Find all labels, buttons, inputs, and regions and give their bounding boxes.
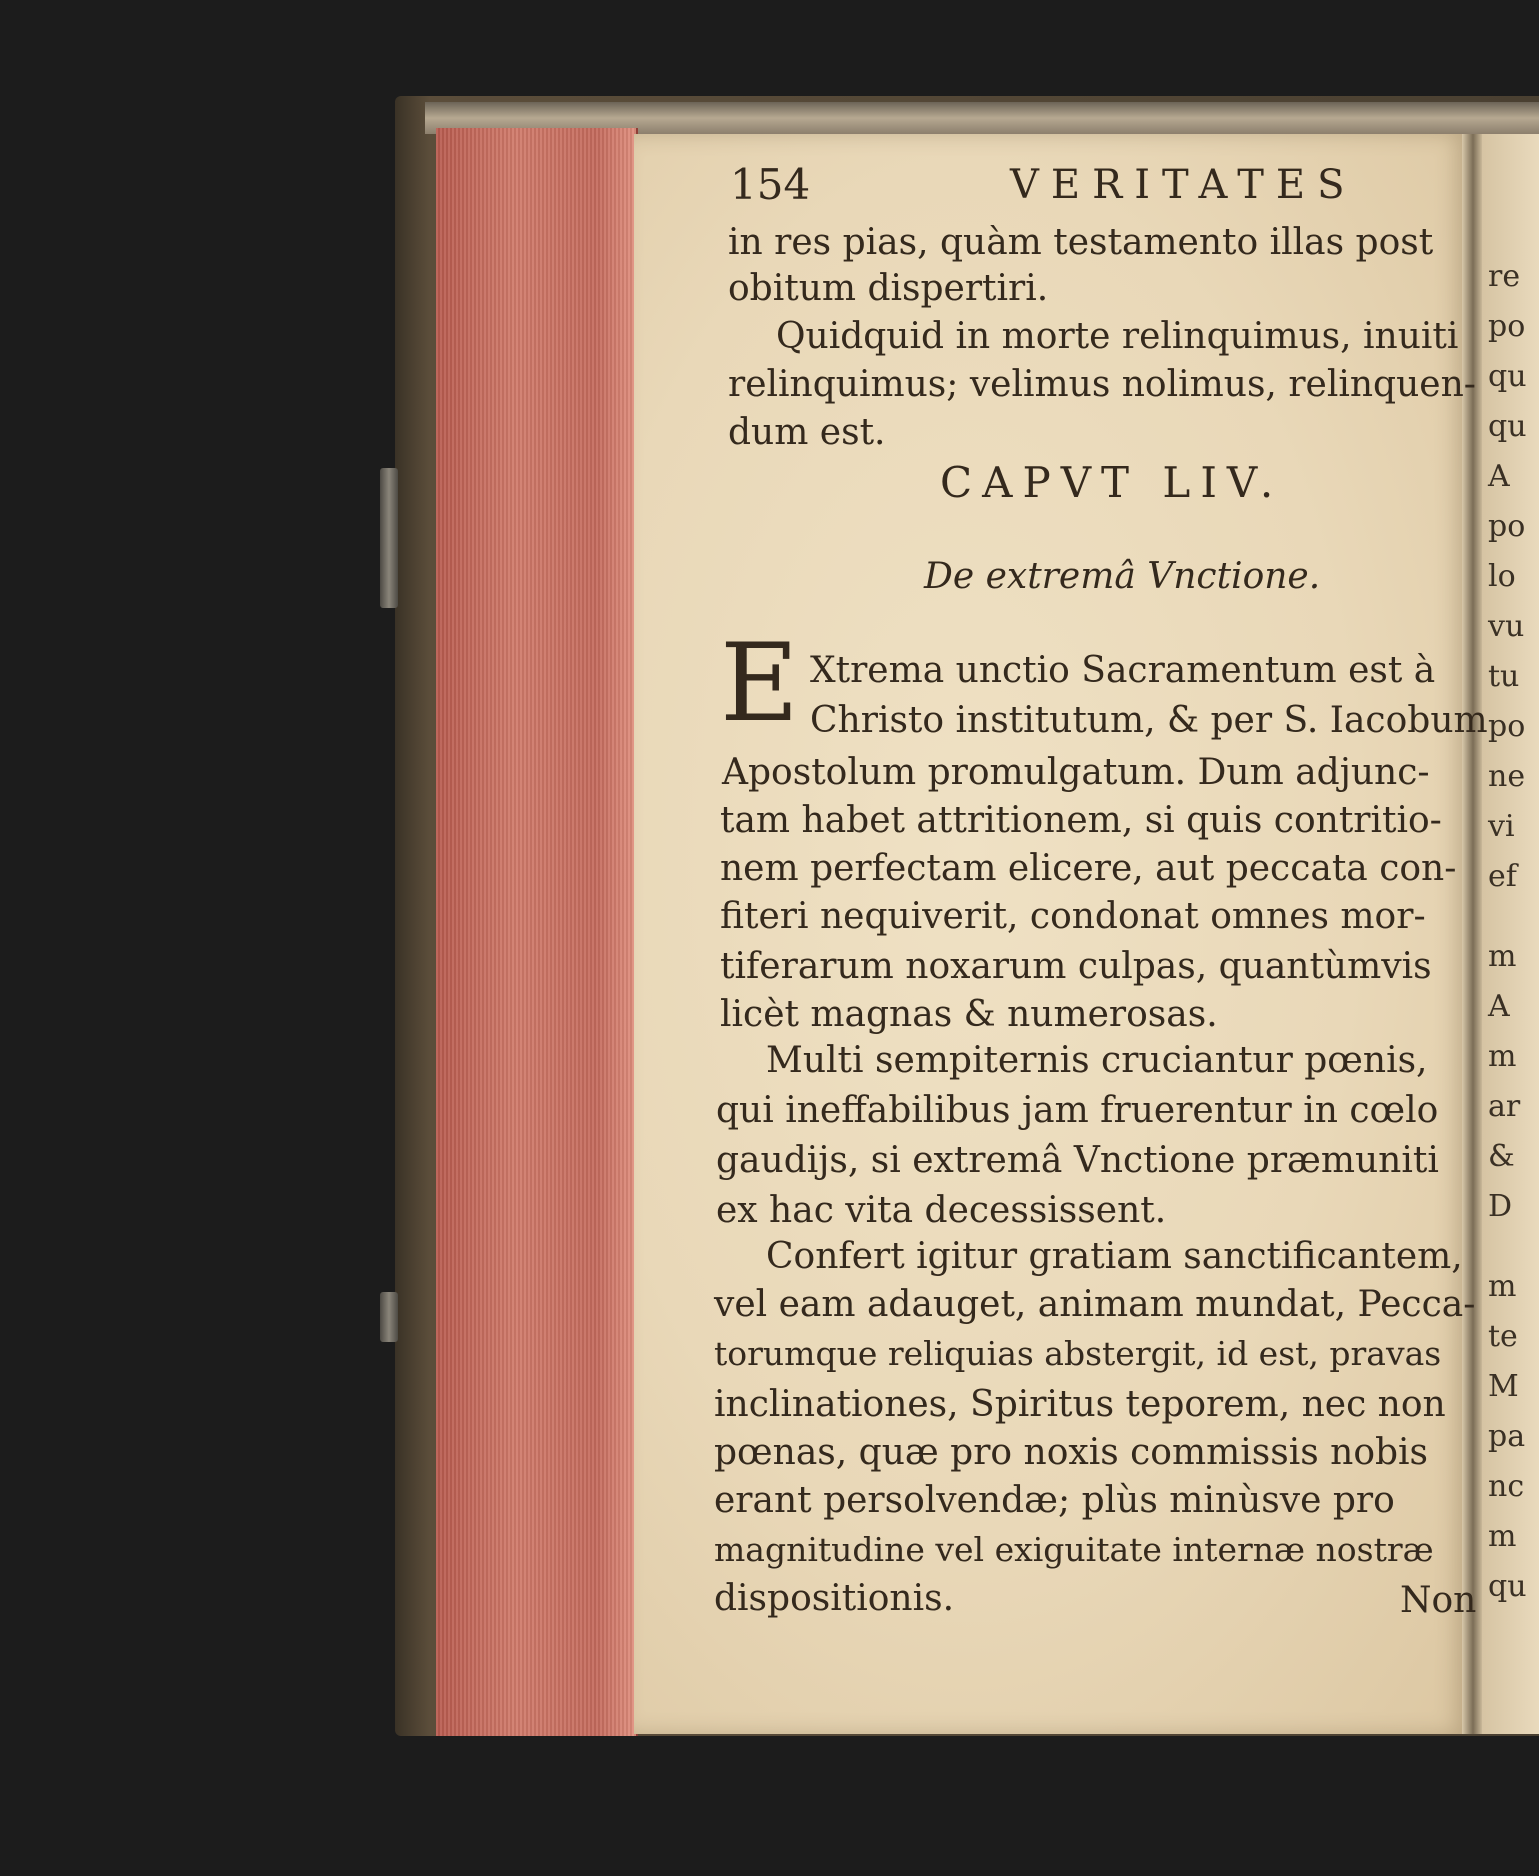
clasp-lower (380, 1292, 398, 1342)
facing-page-fragment: po (1488, 509, 1526, 544)
running-head: VERITATES (1010, 162, 1357, 208)
text-line: Christo institutum, & per S. Iacobum (810, 700, 1488, 741)
text-line: qui ineffabilibus jam fruerentur in cœlo (716, 1090, 1439, 1131)
facing-page-fragment: A (1488, 459, 1510, 494)
text-line: magnitudine vel exiguitate internæ nostræ (714, 1530, 1434, 1569)
facing-page-fragment: lo (1488, 559, 1516, 594)
facing-page-fragment: ef (1488, 859, 1517, 894)
text-line: erant persolvendæ; plùs minùsve pro (714, 1480, 1395, 1521)
text-line: fiteri nequiverit, condonat omnes mor- (720, 896, 1426, 937)
facing-page-fragment: ar (1488, 1089, 1521, 1124)
text-line: gaudijs, si extremâ Vnctione præmuniti (716, 1140, 1439, 1181)
text-line: obitum dispertiri. (728, 268, 1049, 309)
facing-page-fragment: te (1488, 1319, 1518, 1354)
facing-page-fragment: qu (1488, 1569, 1527, 1604)
page-number: 154 (730, 160, 811, 209)
facing-page-fragment: qu (1488, 409, 1527, 444)
facing-page-fragment: tu (1488, 659, 1520, 694)
text-line: dispositionis. (714, 1578, 955, 1619)
facing-page-fragment: m (1488, 939, 1517, 974)
facing-page-fragment: vu (1488, 609, 1525, 644)
text-line: ex hac vita decessissent. (716, 1190, 1167, 1231)
text-line: inclinationes, Spiritus teporem, nec non (714, 1384, 1446, 1425)
chapter-title: CAPVT LIV. (940, 458, 1284, 507)
facing-page-fragment: m (1488, 1039, 1517, 1074)
text-line: vel eam adauget, animam mundat, Pecca- (714, 1284, 1476, 1325)
text-line: Multi sempiternis cruciantur pœnis, (766, 1040, 1428, 1081)
text-line: tam habet attritionem, si quis contritio- (720, 800, 1442, 841)
chapter-subtitle: De extremâ Vnctione. (924, 556, 1321, 597)
text-line: licèt magnas & numerosas. (720, 994, 1218, 1035)
facing-page-fragment: pa (1488, 1419, 1526, 1454)
facing-page-fragment: vi (1488, 809, 1515, 844)
text-line: in res pias, quàm testamento illas post (728, 222, 1434, 263)
text-line: pœnas, quæ pro noxis commissis nobis (714, 1432, 1429, 1473)
catchword: Non (1400, 1580, 1477, 1621)
facing-page-fragment: po (1488, 309, 1526, 344)
facing-page-fragment: qu (1488, 359, 1527, 394)
text-line: Xtrema unctio Sacramentum est à (810, 650, 1436, 691)
facing-page-fragment: D (1488, 1189, 1513, 1224)
text-line: torumque reliquias abstergit, id est, pravas (714, 1334, 1442, 1373)
facing-page-fragment: m (1488, 1519, 1517, 1554)
text-line: Apostolum promulgatum. Dum adjunc- (722, 752, 1430, 793)
drop-cap: E (720, 621, 799, 746)
facing-page-fragment: A (1488, 989, 1510, 1024)
facing-page-fragment: po (1488, 709, 1526, 744)
red-page-edges (436, 128, 638, 1736)
right-page-edge (1482, 134, 1539, 1734)
facing-page-fragment: M (1488, 1369, 1519, 1404)
text-line: tiferarum noxarum culpas, quantùmvis (720, 946, 1432, 987)
facing-page-fragment: & (1488, 1139, 1515, 1174)
text-line: nem perfectam elicere, aut peccata con- (720, 848, 1457, 889)
facing-page-fragment: ne (1488, 759, 1526, 794)
text-line: Confert igitur gratiam sanctificantem, (766, 1236, 1463, 1277)
facing-page-fragment: re (1488, 259, 1521, 294)
facing-page-fragment: m (1488, 1269, 1517, 1304)
facing-page-fragment: nc (1488, 1469, 1525, 1504)
text-line: relinquimus; velimus nolimus, relinquen- (728, 364, 1476, 405)
text-line: dum est. (728, 412, 886, 453)
text-line: Quidquid in morte relinquimus, inuiti (776, 316, 1459, 357)
clasp-upper (380, 468, 398, 608)
